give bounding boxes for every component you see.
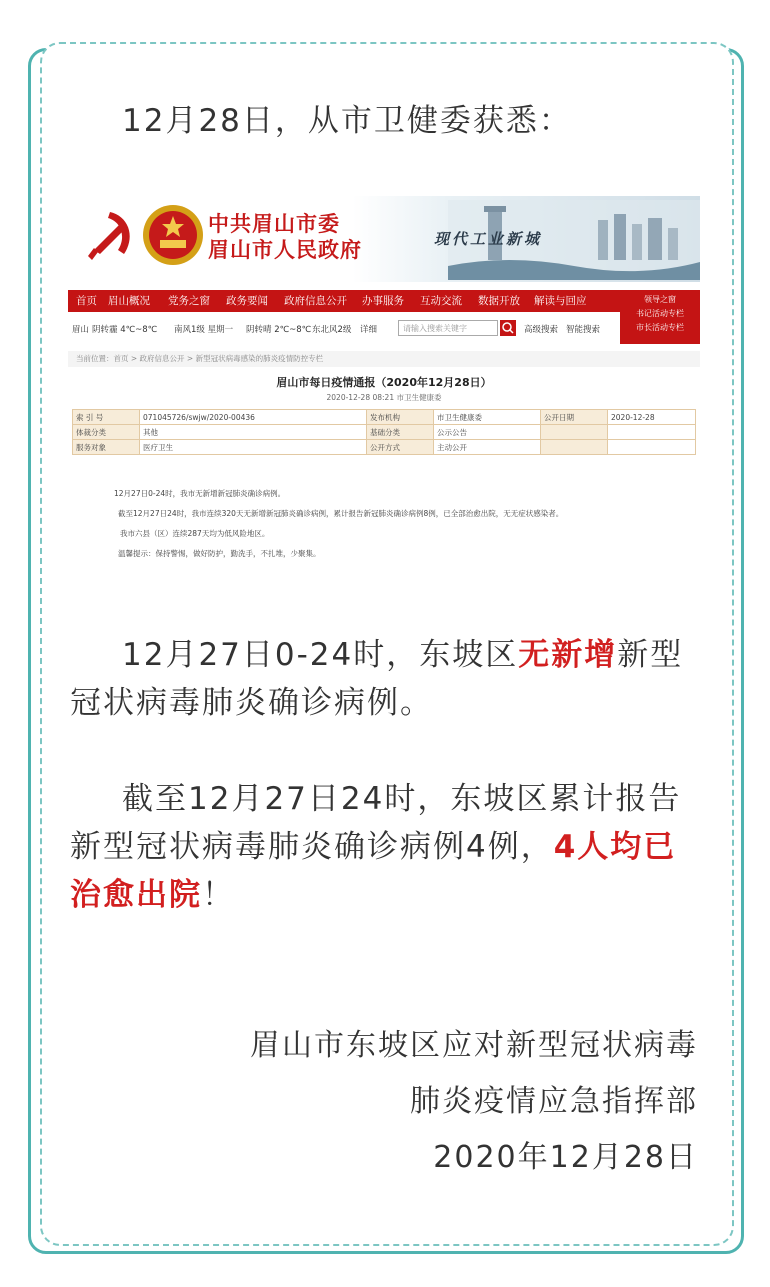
table-value: 市卫生健康委 bbox=[434, 410, 541, 425]
nav-overview[interactable]: 眉山概况 bbox=[108, 295, 150, 307]
nav-news[interactable]: 政务要闻 bbox=[226, 295, 268, 307]
table-key: 发布机构 bbox=[367, 410, 434, 425]
table-value: 其他 bbox=[140, 425, 367, 440]
smart-search-link[interactable]: 智能搜索 bbox=[566, 325, 601, 335]
weather-search-bar bbox=[68, 314, 620, 344]
para2-line1: 截至12月27日24时，东坡区累计报告 bbox=[122, 781, 682, 817]
para1-line2: 冠状病毒肺炎确诊病例。 bbox=[70, 685, 433, 721]
weather-city: 眉山 bbox=[72, 325, 90, 335]
para2-highlight-2: 治愈出院 bbox=[70, 877, 202, 913]
site-slogan: 现代工业新城 bbox=[434, 230, 543, 248]
org-name-party: 中共眉山市委 bbox=[208, 211, 340, 236]
site-nav-bar bbox=[68, 290, 700, 312]
national-emblem-icon bbox=[140, 202, 206, 268]
para2-exclaim: ！ bbox=[202, 877, 235, 913]
search-icon bbox=[500, 320, 516, 336]
para1-text-end: 新型 bbox=[617, 637, 684, 673]
signature-org-line1: 眉山市东坡区应对新型冠状病毒 bbox=[250, 1028, 698, 1063]
table-value: 主动公开 bbox=[434, 440, 541, 455]
table-key: 服务对象 bbox=[73, 440, 140, 455]
para1-highlight: 无新增 bbox=[518, 637, 618, 673]
weather-detail-link[interactable]: 详细 bbox=[360, 325, 378, 335]
table-key: 公开日期 bbox=[541, 410, 608, 425]
search-button[interactable] bbox=[500, 320, 516, 336]
para2-highlight: 4人均已 bbox=[553, 829, 677, 865]
nav-interpretation[interactable]: 解读与回应 bbox=[534, 295, 587, 307]
table-value: 医疗卫生 bbox=[140, 440, 367, 455]
body-paragraph: 温馨提示：保持警惕，做好防护，勤洗手，不扎堆，少聚集。 bbox=[118, 549, 321, 558]
table-value: 071045726/swjw/2020-00436 bbox=[140, 410, 367, 425]
table-key: 基础分类 bbox=[367, 425, 434, 440]
table-row bbox=[73, 440, 696, 455]
table-key bbox=[541, 440, 608, 455]
breadcrumb: 当前位置：首页 > 政府信息公开 > 新型冠状病毒感染的肺炎疫情防控专栏 bbox=[68, 351, 700, 367]
site-banner bbox=[68, 196, 700, 282]
nav-info-public[interactable]: 政府信息公开 bbox=[284, 295, 347, 307]
table-key bbox=[541, 425, 608, 440]
weather-today-wind: 南风1级 星期一 bbox=[174, 325, 234, 335]
org-name-government: 眉山市人民政府 bbox=[208, 237, 362, 262]
nav-interaction[interactable]: 互动交流 bbox=[420, 295, 462, 307]
table-value: 2020-12-28 bbox=[608, 410, 696, 425]
table-value: 公示公告 bbox=[434, 425, 541, 440]
body-paragraph: 我市六县（区）连续287天均为低风险地区。 bbox=[120, 529, 270, 538]
gov-website-screenshot bbox=[68, 196, 700, 576]
nav-party[interactable]: 党务之窗 bbox=[168, 295, 210, 307]
advanced-search-link[interactable]: 高级搜索 bbox=[524, 325, 559, 335]
para2-line3 bbox=[70, 872, 235, 918]
document-meta: 2020-12-28 08:21 市卫生健康委 bbox=[326, 393, 442, 402]
document-title: 眉山市每日疫情通报（2020年12月28日） bbox=[276, 376, 492, 389]
leaders-panel bbox=[620, 290, 700, 344]
table-key: 公开方式 bbox=[367, 440, 434, 455]
site-search-input[interactable]: 请输入搜索关键字 bbox=[398, 320, 498, 336]
signature-org-line2: 肺炎疫情应急指挥部 bbox=[410, 1084, 698, 1119]
intro-text: 12月28日，从市卫健委获悉： bbox=[122, 103, 572, 139]
para2-text: 新型冠状病毒肺炎确诊病例4例， bbox=[70, 829, 554, 865]
table-key: 体裁分类 bbox=[73, 425, 140, 440]
nav-secretary[interactable]: 书记活动专栏 bbox=[636, 309, 684, 318]
table-key: 索 引 号 bbox=[73, 410, 140, 425]
nav-mayor[interactable]: 市长活动专栏 bbox=[636, 323, 684, 332]
table-row bbox=[73, 425, 696, 440]
document-info-table bbox=[72, 409, 696, 455]
nav-home[interactable]: 首页 bbox=[76, 295, 97, 307]
para2-line2 bbox=[70, 824, 676, 870]
para1-text: 12月27日0-24时，东坡区 bbox=[122, 637, 519, 673]
nav-open-data[interactable]: 数据开放 bbox=[478, 295, 520, 307]
signature-date: 2020年12月28日 bbox=[433, 1140, 698, 1175]
paragraph-new-cases bbox=[122, 632, 683, 678]
nav-services[interactable]: 办事服务 bbox=[362, 295, 404, 307]
body-paragraph: 12月27日0-24时，我市无新增新冠肺炎确诊病例。 bbox=[114, 489, 286, 498]
nav-leaders[interactable]: 领导之窗 bbox=[644, 295, 676, 304]
weather-today: 阴转霾 4℃~8℃ bbox=[92, 325, 158, 335]
party-emblem-icon bbox=[80, 206, 138, 264]
table-value bbox=[608, 425, 696, 440]
table-row bbox=[73, 410, 696, 425]
weather-tomorrow: 阴转晴 2℃~8℃ bbox=[246, 325, 312, 335]
weather-tomorrow-wind: 东北风2级 bbox=[312, 325, 352, 335]
body-paragraph: 截至12月27日24时，我市连续320天无新增新冠肺炎确诊病例，累计报告新冠肺炎确诊病例8例，已全部治愈出院，无无症状感染者。 bbox=[118, 509, 564, 518]
table-value bbox=[608, 440, 696, 455]
